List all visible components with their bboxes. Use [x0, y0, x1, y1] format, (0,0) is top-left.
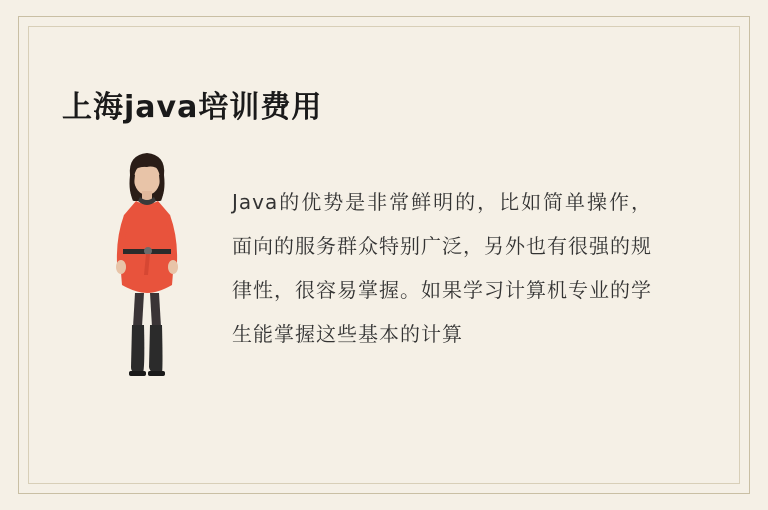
woman-figure-illustration	[92, 145, 202, 385]
article-content	[62, 140, 706, 450]
article-image	[92, 145, 202, 385]
article-body: Java的优势是非常鲜明的，比如简单操作，面向的服务群众特别广泛，另外也有很强的规律性，很容易掌握。如果学习计算机专业的学生能掌握这些基本的计算	[232, 190, 652, 346]
page-title: 上海java培训费用	[62, 90, 323, 126]
